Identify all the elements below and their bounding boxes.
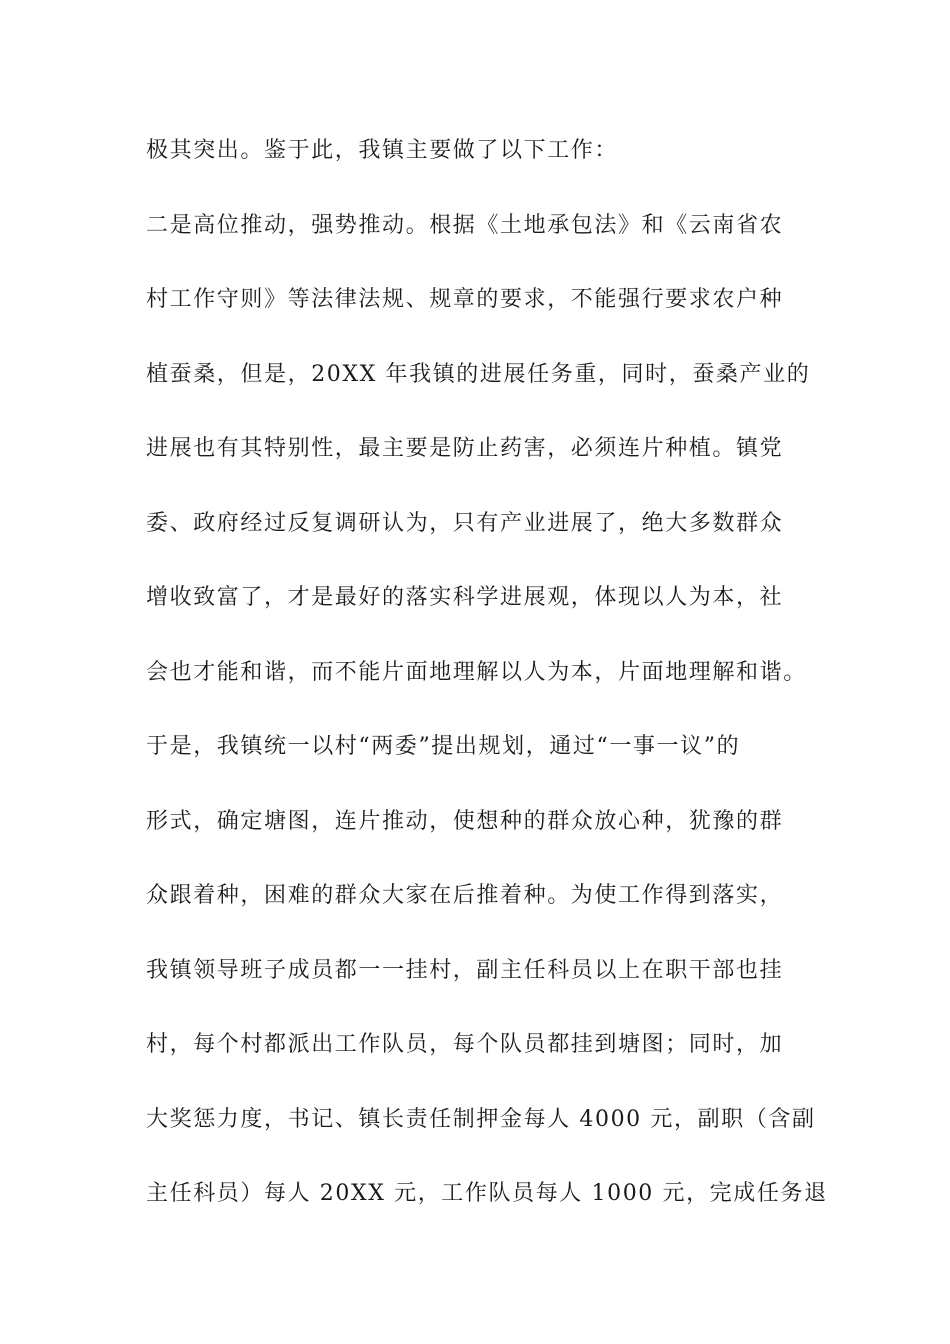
text-line: 极其突出。鉴于此，我镇主要做了以下工作： bbox=[146, 138, 619, 163]
text-line: 会也才能和谐，而不能片面地理解以人为本，片面地理解和谐。 bbox=[146, 659, 807, 685]
body-text bbox=[146, 131, 836, 1249]
text-line: 主任科员）每人 20XX 元，工作队员每人 1000 元，完成任务退 bbox=[146, 1181, 828, 1206]
text-line: 村，每个村都派出工作队员，每个队员都挂到塘图；同时，加 bbox=[146, 1032, 784, 1057]
text-line: 委、政府经过反复调研认为，只有产业进展了，绝大多数群众 bbox=[146, 510, 784, 536]
text-line: 我镇领导班子成员都一一挂村，副主任科员以上在职干部也挂 bbox=[146, 957, 784, 983]
text-line: 进展也有其特别性，最主要是防止药害，必须连片种植。镇党 bbox=[146, 436, 784, 461]
text-line: 村工作守则》等法律法规、规章的要求，不能强行要求农户种 bbox=[146, 287, 784, 312]
text-line: 增收致富了，才是最好的落实科学进展观，体现以人为本，社 bbox=[146, 585, 784, 610]
text-line: 众跟着种，困难的群众大家在后推着种。为使工作得到落实， bbox=[146, 883, 784, 908]
text-line: 大奖惩力度，书记、镇长责任制押金每人 4000 元，副职（含副 bbox=[146, 1106, 816, 1132]
text-line: 植蚕桑，但是，20XX 年我镇的进展任务重，同时，蚕桑产业的 bbox=[146, 361, 811, 387]
text-line: 形式，确定塘图，连片推动，使想种的群众放心种，犹豫的群 bbox=[146, 808, 784, 834]
text-line: 于是，我镇统一以村“两委”提出规划，通过“一事一议”的 bbox=[146, 734, 741, 759]
text-line: 二是高位推动，强势推动。根据《土地承包法》和《云南省农 bbox=[146, 212, 784, 238]
